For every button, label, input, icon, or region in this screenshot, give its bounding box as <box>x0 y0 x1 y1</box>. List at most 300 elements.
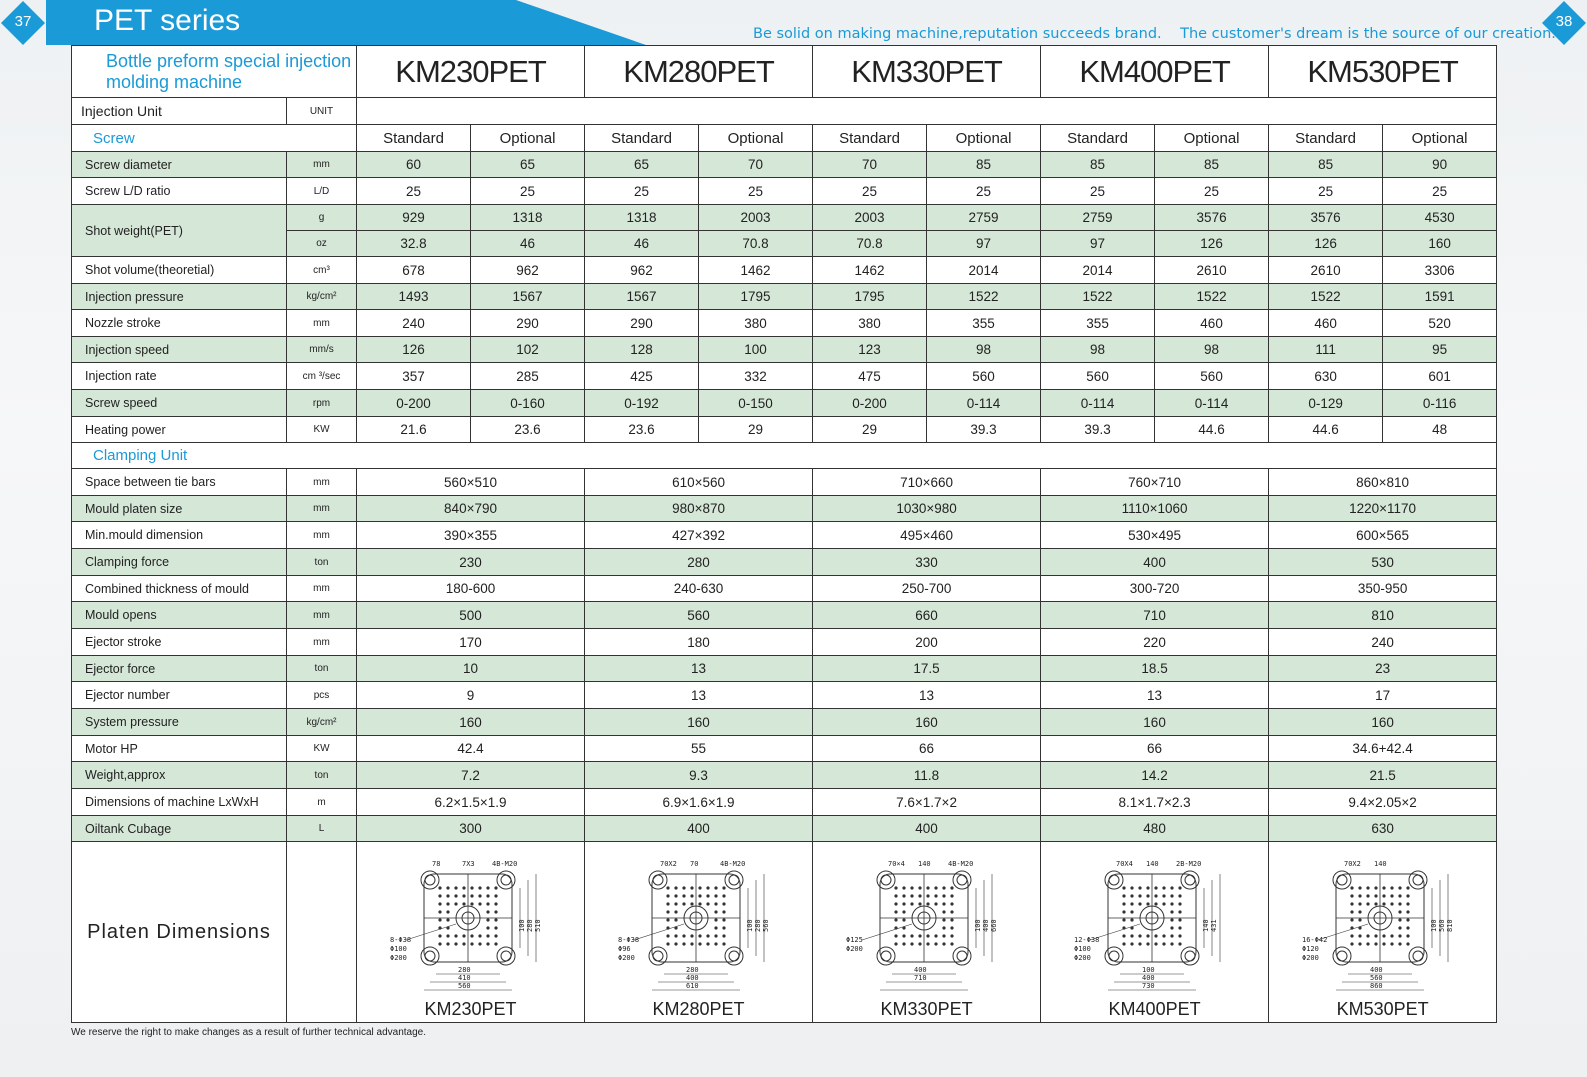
dimension-label: 4B-M20 <box>947 860 973 868</box>
value-cell: 7.2 <box>357 762 585 789</box>
value-cell: 630 <box>1269 816 1497 842</box>
mounting-hole <box>722 886 725 889</box>
mounting-hole <box>1358 902 1361 905</box>
mounting-hole <box>1162 942 1165 945</box>
tie-bar-hole <box>1409 871 1427 889</box>
blank-cell <box>287 842 357 1023</box>
mounting-hole <box>1398 934 1401 937</box>
value-cell: 962 <box>471 257 585 284</box>
clamping-row <box>72 522 1497 549</box>
mounting-hole <box>1366 934 1369 937</box>
dimension-label: 560 <box>1437 919 1446 932</box>
dimension-label: 8-Φ38 <box>389 936 411 944</box>
mounting-hole <box>894 910 897 913</box>
value-cell: 25 <box>699 178 813 205</box>
tie-bar-hole <box>877 947 895 965</box>
value-cell: 1493 <box>357 284 471 310</box>
mounting-hole <box>902 902 905 905</box>
mounting-hole <box>1358 934 1361 937</box>
dimension-label: Φ125 <box>845 936 863 944</box>
mounting-hole <box>714 926 717 929</box>
mounting-hole <box>950 902 953 905</box>
dimension-label: 140 <box>1145 860 1159 868</box>
mounting-hole <box>1350 886 1353 889</box>
tie-bar-hole-inner <box>1185 875 1195 885</box>
dimension-label: Φ200 <box>617 954 635 962</box>
mounting-hole <box>1178 918 1181 921</box>
value-cell: 8.1×1.7×2.3 <box>1041 789 1269 816</box>
clamping-row <box>72 469 1497 496</box>
dimension-label: 560 <box>1369 974 1383 982</box>
tie-bar-hole <box>1333 947 1351 965</box>
row-label: Shot weight(PET) <box>72 205 287 257</box>
mounting-hole <box>1162 894 1165 897</box>
value-cell: 18.5 <box>1041 656 1269 682</box>
mounting-hole <box>682 886 685 889</box>
value-cell: 21.5 <box>1269 762 1497 789</box>
row-unit: oz <box>287 231 357 257</box>
dimension-label: 70X2 <box>1343 860 1361 868</box>
mounting-hole <box>1398 886 1401 889</box>
mounting-hole <box>1406 942 1409 945</box>
mounting-hole <box>1398 942 1401 945</box>
mounting-hole <box>674 942 677 945</box>
mounting-hole <box>1122 918 1125 921</box>
value-cell: 1522 <box>927 284 1041 310</box>
mounting-hole <box>666 894 669 897</box>
value-cell: 17.5 <box>813 656 1041 682</box>
mounting-hole <box>894 902 897 905</box>
dimension-label: 4B-M20 <box>719 860 745 868</box>
mounting-hole <box>462 894 465 897</box>
value-cell: 65 <box>585 152 699 178</box>
mounting-hole <box>1398 894 1401 897</box>
platen-drawing <box>386 852 556 1002</box>
row-label: Injection pressure <box>72 284 287 310</box>
mounting-hole <box>1390 902 1393 905</box>
mounting-hole <box>690 886 693 889</box>
mounting-hole <box>1366 894 1369 897</box>
variant-label: Standard <box>1269 125 1383 152</box>
tie-bar-hole-inner <box>1337 951 1347 961</box>
value-cell: 0-192 <box>585 390 699 417</box>
value-cell: 1522 <box>1269 284 1383 310</box>
mounting-hole <box>478 934 481 937</box>
mounting-hole <box>666 918 669 921</box>
value-cell: 400 <box>1041 549 1269 576</box>
mounting-hole <box>486 886 489 889</box>
value-cell: 9 <box>357 682 585 709</box>
row-label: Heating power <box>72 417 287 443</box>
platen-model-name: KM400PET <box>1108 999 1201 1019</box>
value-cell: 65 <box>471 152 585 178</box>
clamping-row <box>72 682 1497 709</box>
dimension-label: 8-Φ38 <box>617 936 639 944</box>
mounting-hole <box>1406 894 1409 897</box>
platen-model-name: KM280PET <box>652 999 745 1019</box>
clamping-row <box>72 816 1497 842</box>
row-label: Weight,approx <box>72 762 287 789</box>
mounting-hole <box>1382 894 1385 897</box>
dimension-label: 510 <box>533 919 542 932</box>
value-cell: 2003 <box>813 205 927 231</box>
tie-bar-hole <box>497 947 515 965</box>
row-unit: KW <box>287 736 357 762</box>
tie-bar-hole-inner <box>1413 875 1423 885</box>
row-unit: pcs <box>287 682 357 709</box>
variant-label: Standard <box>357 125 471 152</box>
value-cell: 630 <box>1269 363 1383 390</box>
mounting-hole <box>910 886 913 889</box>
mounting-hole <box>486 934 489 937</box>
mounting-hole <box>478 894 481 897</box>
value-cell: 240 <box>1269 629 1497 656</box>
value-cell: 9.3 <box>585 762 813 789</box>
value-cell: 0-160 <box>471 390 585 417</box>
dimension-label: 560 <box>761 919 770 932</box>
page-number-left <box>0 0 46 46</box>
value-cell: 1795 <box>813 284 927 310</box>
mounting-hole <box>494 894 497 897</box>
row-unit: cm ³/sec <box>287 363 357 390</box>
mounting-hole <box>1390 942 1393 945</box>
clamping-section-label: Clamping Unit <box>72 443 1497 469</box>
value-cell: 290 <box>471 310 585 337</box>
value-cell: 0-114 <box>927 390 1041 417</box>
dimension-label: 660 <box>989 919 998 932</box>
mounting-hole <box>950 910 953 913</box>
mounting-hole <box>1366 942 1369 945</box>
value-cell: 560 <box>1155 363 1269 390</box>
value-cell: 2014 <box>1041 257 1155 284</box>
mounting-hole <box>1366 902 1369 905</box>
row-label: Screw speed <box>72 390 287 417</box>
mounting-hole <box>714 934 717 937</box>
value-cell: 160 <box>585 709 813 736</box>
mounting-hole <box>1398 910 1401 913</box>
mounting-hole <box>1406 934 1409 937</box>
mounting-hole <box>478 942 481 945</box>
mounting-hole <box>486 910 489 913</box>
value-cell: 0-114 <box>1155 390 1269 417</box>
mounting-hole <box>1390 894 1393 897</box>
value-cell: 128 <box>585 337 699 363</box>
variant-label: Optional <box>471 125 585 152</box>
value-cell: 11.8 <box>813 762 1041 789</box>
dimension-label: 710 <box>913 974 927 982</box>
dimension-label: 860 <box>1369 982 1383 990</box>
value-cell: 42.4 <box>357 736 585 762</box>
mounting-hole <box>902 934 905 937</box>
value-cell: 520 <box>1383 310 1497 337</box>
dimension-label: 100 <box>973 919 982 932</box>
value-cell: 1567 <box>585 284 699 310</box>
screw-section-label: Screw <box>72 125 357 152</box>
value-cell: 25 <box>357 178 471 205</box>
mounting-hole <box>1398 926 1401 929</box>
mounting-hole <box>1350 894 1353 897</box>
mounting-hole <box>454 902 457 905</box>
mounting-hole <box>1122 886 1125 889</box>
value-cell: 3576 <box>1269 205 1383 231</box>
mounting-hole <box>1178 902 1181 905</box>
dimension-label: 78 <box>431 860 440 868</box>
dimension-label: Φ120 <box>1301 945 1319 953</box>
value-cell: 290 <box>585 310 699 337</box>
value-cell: 70 <box>699 152 813 178</box>
value-cell: 600×565 <box>1269 522 1497 549</box>
value-cell: 240 <box>357 310 471 337</box>
mounting-hole <box>470 902 473 905</box>
mounting-hole <box>1170 918 1173 921</box>
mounting-hole <box>714 942 717 945</box>
mounting-hole <box>1170 894 1173 897</box>
row-unit: cm³ <box>287 257 357 284</box>
value-cell: 25 <box>813 178 927 205</box>
value-cell: 39.3 <box>927 417 1041 443</box>
mounting-hole <box>910 942 913 945</box>
dimension-label: Φ96 <box>617 945 631 953</box>
mounting-hole <box>494 918 497 921</box>
mounting-hole <box>1130 894 1133 897</box>
mounting-hole <box>446 894 449 897</box>
dimension-label: Φ200 <box>1073 954 1091 962</box>
value-cell: 400 <box>813 816 1041 842</box>
mounting-hole <box>698 902 701 905</box>
variant-label: Optional <box>1155 125 1269 152</box>
row-unit: mm <box>287 310 357 337</box>
value-cell: 2014 <box>927 257 1041 284</box>
injection-unit-row <box>72 98 1497 125</box>
row-label: Screw L/D ratio <box>72 178 287 205</box>
platen-drawing-wrap <box>585 842 812 1022</box>
row-label: System pressure <box>72 709 287 736</box>
injection-row <box>72 178 1497 205</box>
mounting-hole <box>1138 886 1141 889</box>
mounting-hole <box>690 894 693 897</box>
mounting-hole <box>942 934 945 937</box>
mounting-hole <box>682 942 685 945</box>
mounting-hole <box>690 934 693 937</box>
mounting-hole <box>918 886 921 889</box>
value-cell: 66 <box>813 736 1041 762</box>
injection-row <box>72 257 1497 284</box>
dimension-label: 280 <box>525 919 534 932</box>
mounting-hole <box>1382 934 1385 937</box>
value-cell: 23 <box>1269 656 1497 682</box>
value-cell: 6.9×1.6×1.9 <box>585 789 813 816</box>
row-unit: mm/s <box>287 337 357 363</box>
mounting-hole <box>1154 902 1157 905</box>
mounting-hole <box>438 942 441 945</box>
dimension-label: 4B-M20 <box>491 860 517 868</box>
mounting-hole <box>454 942 457 945</box>
mounting-hole <box>1358 918 1361 921</box>
mounting-hole <box>1358 910 1361 913</box>
variant-label: Optional <box>699 125 813 152</box>
mounting-hole <box>1170 934 1173 937</box>
mounting-hole <box>438 918 441 921</box>
mounting-hole <box>1162 934 1165 937</box>
mounting-hole <box>1406 910 1409 913</box>
mounting-hole <box>722 934 725 937</box>
value-cell: 390×355 <box>357 522 585 549</box>
value-cell: 98 <box>1155 337 1269 363</box>
mounting-hole <box>666 910 669 913</box>
mounting-hole <box>714 894 717 897</box>
tie-bar-hole-inner <box>729 875 739 885</box>
row-unit: mm <box>287 522 357 549</box>
value-cell: 425 <box>585 363 699 390</box>
mounting-hole <box>1146 894 1149 897</box>
mounting-hole <box>1170 942 1173 945</box>
value-cell: 123 <box>813 337 927 363</box>
value-cell: 97 <box>1041 231 1155 257</box>
value-cell: 1318 <box>585 205 699 231</box>
mounting-hole <box>894 894 897 897</box>
mounting-hole <box>446 902 449 905</box>
mounting-hole <box>462 934 465 937</box>
platen-model-name: KM530PET <box>1336 999 1429 1019</box>
value-cell: 678 <box>357 257 471 284</box>
mounting-hole <box>446 934 449 937</box>
row-unit: L <box>287 816 357 842</box>
platen-drawing-wrap <box>1041 842 1268 1022</box>
mounting-hole <box>666 942 669 945</box>
mounting-hole <box>950 934 953 937</box>
mounting-hole <box>674 910 677 913</box>
value-cell: 1462 <box>813 257 927 284</box>
value-cell: 660 <box>813 602 1041 629</box>
value-cell: 48 <box>1383 417 1497 443</box>
row-unit: ton <box>287 549 357 576</box>
platen-drawing-wrap <box>357 842 584 1022</box>
value-cell: 840×790 <box>357 496 585 522</box>
mounting-hole <box>698 942 701 945</box>
mounting-hole <box>470 886 473 889</box>
mounting-hole <box>1138 942 1141 945</box>
mounting-hole <box>1358 886 1361 889</box>
value-cell: 85 <box>1269 152 1383 178</box>
mounting-hole <box>942 894 945 897</box>
value-cell: 530 <box>1269 549 1497 576</box>
value-cell: 39.3 <box>1041 417 1155 443</box>
value-cell: 1318 <box>471 205 585 231</box>
value-cell: 560 <box>1041 363 1155 390</box>
row-unit: mm <box>287 496 357 522</box>
value-cell: 300-720 <box>1041 576 1269 602</box>
value-cell: 710 <box>1041 602 1269 629</box>
tie-bar-hole <box>1409 947 1427 965</box>
platen-cell <box>585 842 813 1023</box>
tie-bar-hole <box>649 947 667 965</box>
tie-bar-hole <box>877 871 895 889</box>
variant-label: Standard <box>1041 125 1155 152</box>
row-label: Mould opens <box>72 602 287 629</box>
mounting-hole <box>1374 894 1377 897</box>
mounting-hole <box>1154 934 1157 937</box>
value-cell: 3576 <box>1155 205 1269 231</box>
value-cell: 95 <box>1383 337 1497 363</box>
mounting-hole <box>1130 886 1133 889</box>
mounting-hole <box>1350 934 1353 937</box>
mounting-hole <box>1122 894 1125 897</box>
value-cell: 1522 <box>1155 284 1269 310</box>
mounting-hole <box>1390 934 1393 937</box>
value-cell: 180-600 <box>357 576 585 602</box>
dimension-label: Φ200 <box>389 954 407 962</box>
value-cell: 102 <box>471 337 585 363</box>
tie-bar-hole <box>1181 871 1199 889</box>
value-cell: 0-116 <box>1383 390 1497 417</box>
mounting-hole <box>926 942 929 945</box>
mounting-hole <box>926 886 929 889</box>
dimension-label: 810 <box>1445 919 1454 932</box>
mounting-hole <box>1130 918 1133 921</box>
tie-bar-hole-inner <box>425 875 435 885</box>
value-cell: 400 <box>585 816 813 842</box>
mounting-hole <box>910 902 913 905</box>
mounting-hole <box>1390 886 1393 889</box>
row-unit: kg/cm² <box>287 284 357 310</box>
dimension-label: 431 <box>1209 919 1218 932</box>
value-cell: 90 <box>1383 152 1497 178</box>
dimension-label: 2B-M20 <box>1175 860 1201 868</box>
tie-bar-hole <box>953 871 971 889</box>
value-cell: 230 <box>357 549 585 576</box>
value-cell: 1522 <box>1041 284 1155 310</box>
mounting-hole <box>902 942 905 945</box>
platen-model-name: KM230PET <box>424 999 517 1019</box>
mounting-hole <box>1130 902 1133 905</box>
value-cell: 126 <box>1269 231 1383 257</box>
mounting-hole <box>918 894 921 897</box>
mounting-hole <box>1138 934 1141 937</box>
value-cell: 9.4×2.05×2 <box>1269 789 1497 816</box>
dimension-label: Φ100 <box>1073 945 1091 953</box>
leader-line <box>406 924 456 940</box>
model-name: KM400PET <box>1041 46 1269 98</box>
dimension-label: 7X3 <box>461 860 475 868</box>
value-cell: 810 <box>1269 602 1497 629</box>
mounting-hole <box>722 918 725 921</box>
mounting-hole <box>894 886 897 889</box>
clamping-row <box>72 602 1497 629</box>
mounting-hole <box>926 902 929 905</box>
value-cell: 2759 <box>1041 205 1155 231</box>
mounting-hole <box>1170 886 1173 889</box>
mounting-hole <box>934 902 937 905</box>
row-unit: kg/cm² <box>287 709 357 736</box>
value-cell: 44.6 <box>1269 417 1383 443</box>
tie-bar-hole-inner <box>1109 951 1119 961</box>
mounting-hole <box>902 918 905 921</box>
mounting-hole <box>706 934 709 937</box>
row-unit: mm <box>287 629 357 656</box>
value-cell: 1462 <box>699 257 813 284</box>
value-cell: 610×560 <box>585 469 813 496</box>
mounting-hole <box>1178 942 1181 945</box>
mounting-hole <box>1374 902 1377 905</box>
page-title: PET series <box>94 4 241 37</box>
mounting-hole <box>1178 894 1181 897</box>
mounting-hole <box>446 910 449 913</box>
tie-bar-hole <box>421 947 439 965</box>
mounting-hole <box>698 894 701 897</box>
mounting-hole <box>494 902 497 905</box>
value-cell: 97 <box>927 231 1041 257</box>
clamping-section-row <box>72 443 1497 469</box>
